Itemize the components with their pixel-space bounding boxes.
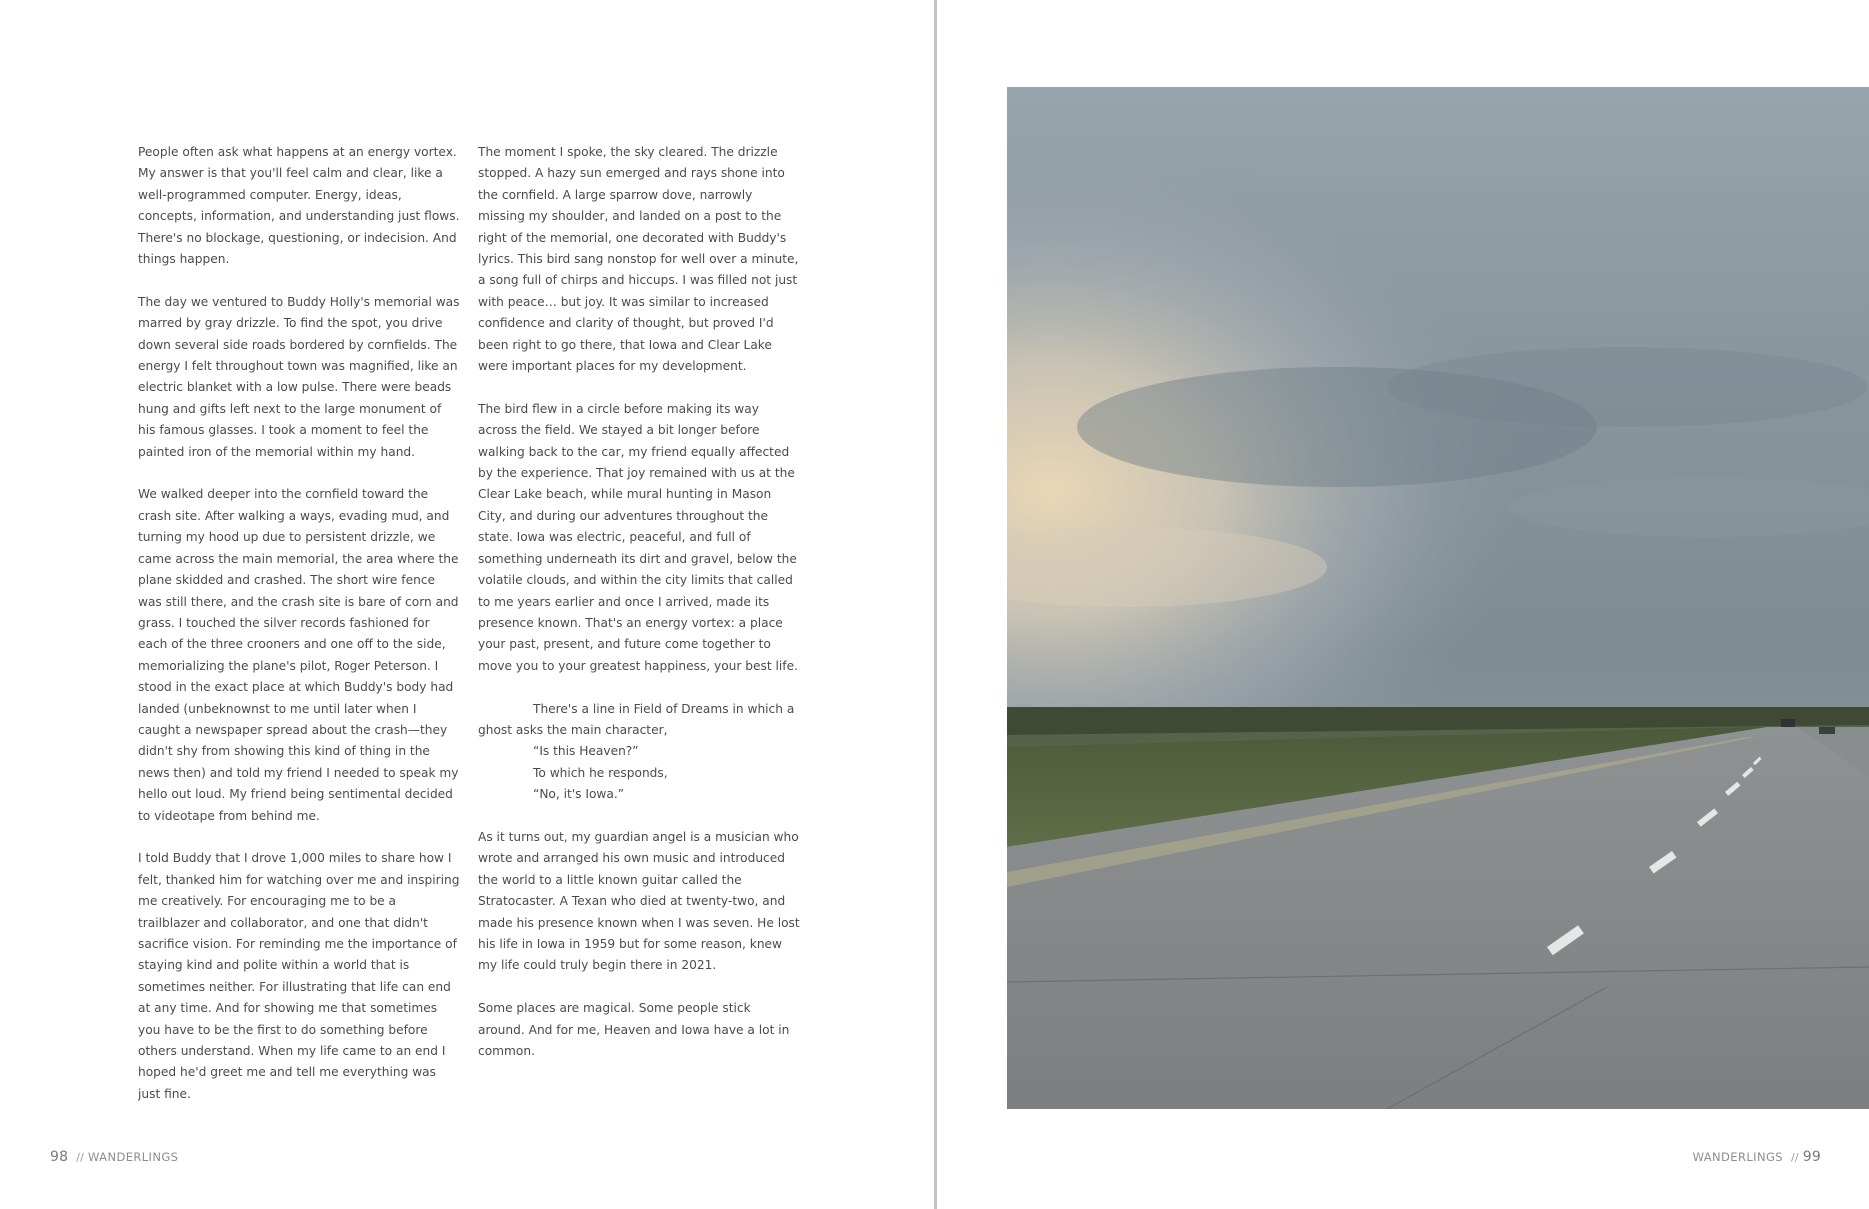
folio-separator: // (76, 1151, 85, 1164)
paragraph: We walked deeper into the cornfield toward the crash site. After walking a ways, evading mud, and turning my hood up due to persistent drizzle, we came across the main memorial, the area where the plane skidded and crashed. The short wire fence was still there, and the crash site is bare of corn and grass. I touched the silver records fashioned for each of the three crooners and one off to the side, memorializing the plane's pilot, Roger Peterson. I stood in the exact place at which Buddy's body had landed (unbeknownst to me until later when I caught a newspaper spread about the crash—they didn't shy from showing this kind of thing in the news then) and told my friend I needed to speak my hello out loud. My friend being sentimental decided to videotape from behind me. (138, 487, 459, 823)
quote-line: “No, it's Iowa.” (533, 787, 625, 802)
paragraph: People often ask what happens at an energy vortex. My answer is that you'll feel calm and clear, like a well-programmed computer. Energy, ideas, concepts, information, and understanding just flows. There's no blockage, questioning, or indecision. And things happen. (138, 145, 460, 267)
page-folio-left (50, 1149, 178, 1165)
page-folio-right (1693, 1149, 1821, 1165)
highway-photo (1007, 87, 1869, 1109)
paragraph: I told Buddy that I drove 1,000 miles to share how I felt, thanked him for watching over me and inspiring me creatively. For encouraging me to be a trailblazer and collaborator, and one that didn't sacrifice vision. For reminding me the importance of staying kind and polite within a world that is sometimes neither. For illustrating that life can end at any time. And for showing me that sometimes you have to be the first to do something before others understand. When my life came to an end I hoped he'd greet me and tell me everything was just fine. (138, 851, 460, 1101)
right-page (937, 0, 1869, 1209)
page-number: 98 (50, 1149, 69, 1165)
quote-line: To which he responds, (533, 765, 668, 780)
quote-block (478, 699, 800, 806)
paragraph: The day we ventured to Buddy Holly's memorial was marred by gray drizzle. To find the spot, you drive down several side roads bordered by cornfields. The energy I felt throughout town was magnified, like an electric blanket with a low pulse. There were beads hung and gifts left next to the large monument of his famous glasses. I took a moment to feel the painted iron of the memorial within my hand. (138, 294, 460, 459)
paragraph: The bird flew in a circle before making its way across the field. We stayed a bit longer before walking back to the car, my friend equally affected by the experience. That joy remained with us at the Clear Lake beach, while mural hunting in Mason City, and during our adventures throughout the state. Iowa was electric, peaceful, and full of something underneath its dirt and gravel, below the volatile clouds, and within the city limits that called to me years earlier and once I arrived, made its presence known. That's an energy vortex: a place your past, present, and future come together to move you to your greatest happiness, your best life. (478, 401, 798, 673)
quote-line: “Is this Heaven?” (533, 744, 639, 759)
paragraph: The moment I spoke, the sky cleared. The drizzle stopped. A hazy sun emerged and rays shone into the cornfield. A large sparrow dove, narrowly missing my shoulder, and landed on a post to the right of the memorial, one decorated with Buddy's lyrics. This bird sang nonstop for well over a minute, a song full of chirps and hiccups. I was filled not just with peace… but joy. It was similar to increased confidence and clarity of thought, but proved I'd been right to go there, that Iowa and Clear Lake were important places for my development. (478, 145, 799, 374)
page-number: 99 (1802, 1149, 1821, 1165)
left-page (0, 0, 934, 1209)
paragraph: Some places are magical. Some people stick around. And for me, Heaven and Iowa have a lot in common. (478, 1001, 790, 1058)
folio-separator: // (1790, 1151, 1799, 1164)
text-column-2 (478, 142, 800, 1084)
quote-intro: There's a line in Field of Dreams in which a ghost asks the main character, (478, 701, 795, 737)
magazine-name: WANDERLINGS (1692, 1150, 1783, 1164)
magazine-name: WANDERLINGS (88, 1150, 179, 1164)
text-column-1 (138, 142, 460, 1127)
paragraph: As it turns out, my guardian angel is a musician who wrote and arranged his own music and introduced the world to a little known guitar called the Stratocaster. A Texan who died at twenty-two, and made his presence known when I was seven. He lost his life in Iowa in 1959 but for some reason, knew my life could truly begin there in 2021. (478, 829, 800, 973)
